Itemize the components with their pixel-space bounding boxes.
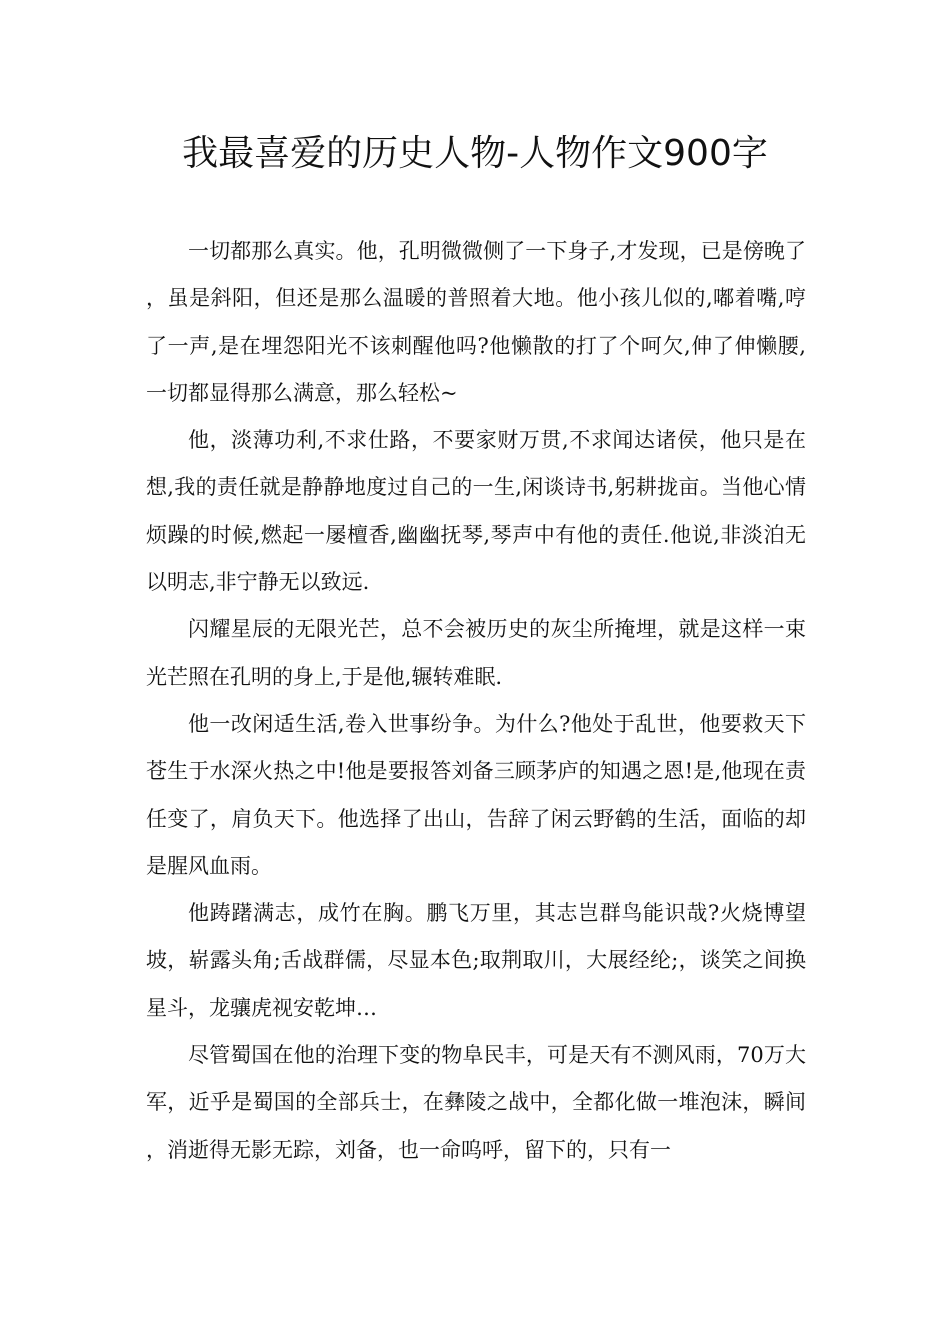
paragraph: 一切都那么真实。他，孔明微微侧了一下身子,才发现，已是傍晚了，虽是斜阳，但还是那么温暖的普照着大地。他小孩儿似的,嘟着嘴,哼了一声,是在埋怨阳光不该刺醒他吗?他懒散的打了个呵欠,伸了伸懒腰,一切都显得那么满意，那么轻松~	[146, 239, 806, 405]
document-body	[146, 228, 806, 1174]
paragraph: 尽管蜀国在他的治理下变的物阜民丰，可是天有不测风雨，70万大军，近乎是蜀国的全部兵士，在彝陵之战中，全都化做一堆泡沫，瞬间，消逝得无影无踪，刘备，也一命呜呼，留下的，只有一	[146, 1043, 806, 1162]
paragraph: 闪耀星辰的无限光芒，总不会被历史的灰尘所掩埋，就是这样一束光芒照在孔明的身上,于是他,辗转难眠.	[146, 617, 806, 689]
paragraph: 他一改闲适生活,卷入世事纷争。为什么?他处于乱世，他要救天下苍生于水深火热之中!他是要报答刘备三顾茅庐的知遇之恩!是,他现在责任变了，肩负天下。他选择了出山，告辞了闲云野鹤的生活，面临的却是腥风血雨。	[146, 711, 806, 878]
paragraph: 他，淡薄功利,不求仕路，不要家财万贯,不求闻达诸侯，他只是在想,我的责任就是静静地度过自己的一生,闲谈诗书,躬耕拢亩。当他心情烦躁的时候,燃起一屡檀香,幽幽抚琴,琴声中有他的责任.他说,非淡泊无以明志,非宁静无以致远.	[146, 428, 806, 595]
paragraph: 他踌躇满志，成竹在胸。鹏飞万里，其志岂群鸟能识哉?火烧博望坡，崭露头角;舌战群儒，尽显本色;取荆取川，大展经纶;，谈笑之间换星斗，龙骧虎视安乾坤…	[146, 901, 806, 1020]
document-title: 我最喜爱的历史人物-人物作文900字	[182, 133, 768, 174]
